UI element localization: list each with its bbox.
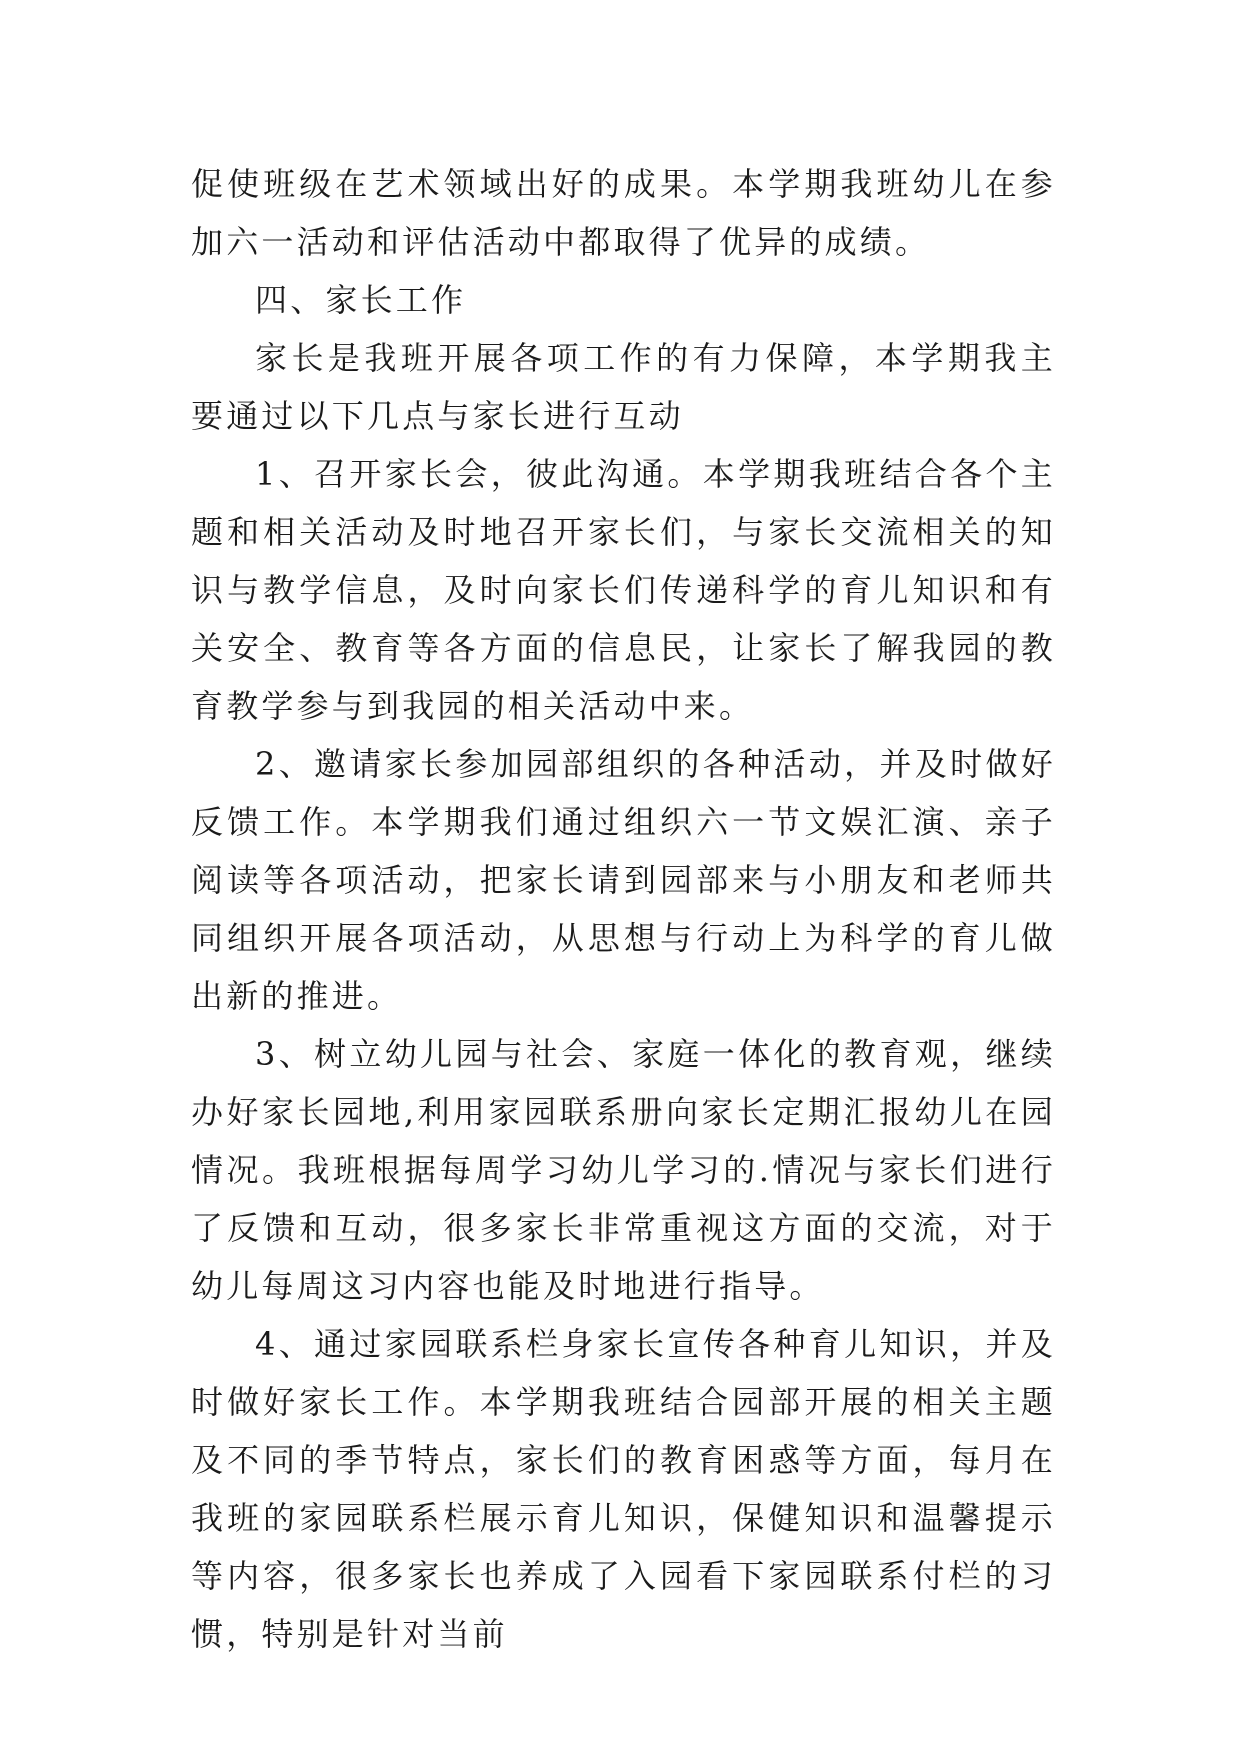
section-heading-parent-work: 四、家长工作 <box>255 281 467 319</box>
paragraph-art-results: 促使班级在艺术领域出好的成果。本学期我班幼儿在参加六一活动和评估活动中都取得了优异的成绩。 <box>191 165 1056 261</box>
paragraph-item-3: 3、树立幼儿园与社会、家庭一体化的教育观，继续办好家长园地,利用家园联系册向家长定期汇报幼儿在园情况。我班根据每周学习幼儿学习的.情况与家长们进行了反馈和互动，很多家长非常重视这方面的交流，对于幼儿每周这习内容也能及时地进行指导。 <box>191 1035 1056 1305</box>
paragraph-item-2: 2、邀请家长参加园部组织的各种活动，并及时做好反馈工作。本学期我们通过组织六一节文娱汇演、亲子阅读等各项活动，把家长请到园部来与小朋友和老师共同组织开展各项活动，从思想与行动上为科学的育儿做出新的推进。 <box>191 745 1056 1015</box>
paragraph-item-4: 4、通过家园联系栏身家长宣传各种育儿知识，并及时做好家长工作。本学期我班结合园部开展的相关主题及不同的季节特点，家长们的教育困惑等方面，每月在我班的家园联系栏展示育儿知识，保健知识和温馨提示等内容，很多家长也养成了入园看下家园联系付栏的习惯，特别是针对当前 <box>191 1325 1056 1653</box>
paragraph-parent-intro: 家长是我班开展各项工作的有力保障，本学期我主要通过以下几点与家长进行互动 <box>191 339 1056 435</box>
document-body <box>191 155 1056 1663</box>
paragraph-item-1: 1、召开家长会，彼此沟通。本学期我班结合各个主题和相关活动及时地召开家长们，与家长交流相关的知识与教学信息，及时向家长们传递科学的育儿知识和有关安全、教育等各方面的信息民，让家长了解我园的教育教学参与到我园的相关活动中来。 <box>191 455 1056 725</box>
